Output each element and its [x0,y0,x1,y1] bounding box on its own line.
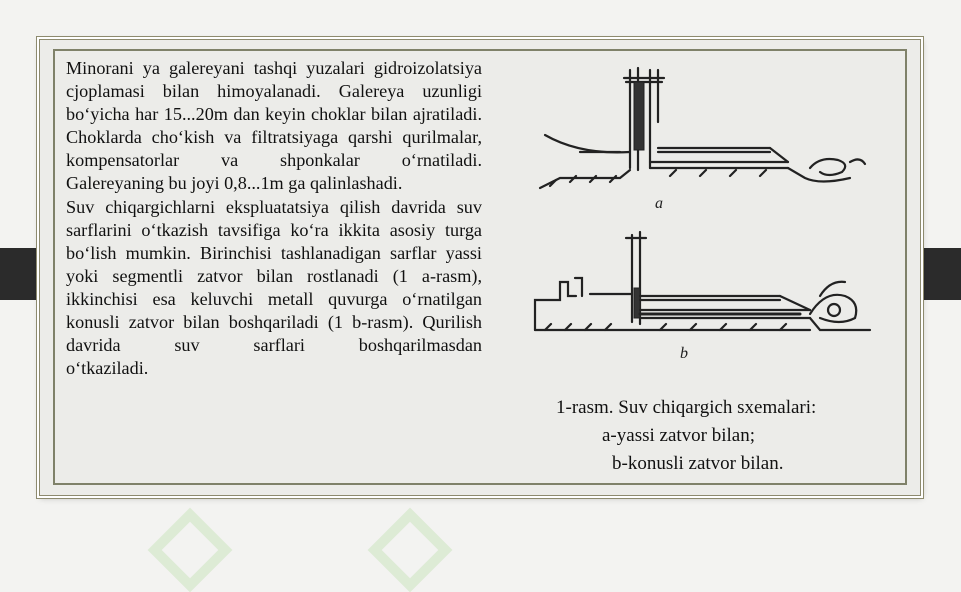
paragraph-3: Suv chiqargichlarni ekspluatatsiya qilish davrida suv sarflarini o‘tkazish tavsifiga ko‘ra ikkita asosiy turga bo‘lish mumkin. Birinchisi tashlanadigan sarflar yassi yoki segmentli zatvor bilan rostlanadi (1 a-rasm), ikkinchisi esa keluvchi metall quvurga o‘rnatilgan konusli zatvor bilan boshqariladi (1 b-rasm). Qurilish davrida suv sarflari boshqarilmasdan [66,196,482,356]
figure-caption [520,394,920,478]
paragraph-4: o‘tkaziladi. [66,358,149,379]
scheme-a-drawing [540,68,865,188]
scheme-b-label: b [680,345,688,362]
paragraph-1: Minorani ya galereyani tashqi yuzalari gidroizolatsiya cjoplamasi bilan himoyalanadi. Galereya uzunligi bo‘yicha har 15...20m dan keyin choklar bilan ajratiladi. Choklarda cho‘kish va filtratsiyaga qarshi qurilmalar, kompensatorlar va shponkalar o‘rnatiladi. [66,58,482,171]
paragraph-2: Galereyaning bu joyi 0,8...1m ga qalinlashadi. [66,173,403,194]
caption-line-a: a-yassi zatvor bilan; [602,425,756,446]
caption-title: 1-rasm. Suv chiqargich sxemalari: [556,397,817,418]
watermark-logo [148,508,233,592]
scheme-b-drawing [535,232,870,330]
body-text [66,57,482,380]
scheme-a-label: a [655,195,663,212]
watermark-logo [368,508,453,592]
caption-line-b: b-konusli zatvor bilan. [612,453,784,474]
outlet-scheme-figure [520,60,880,370]
